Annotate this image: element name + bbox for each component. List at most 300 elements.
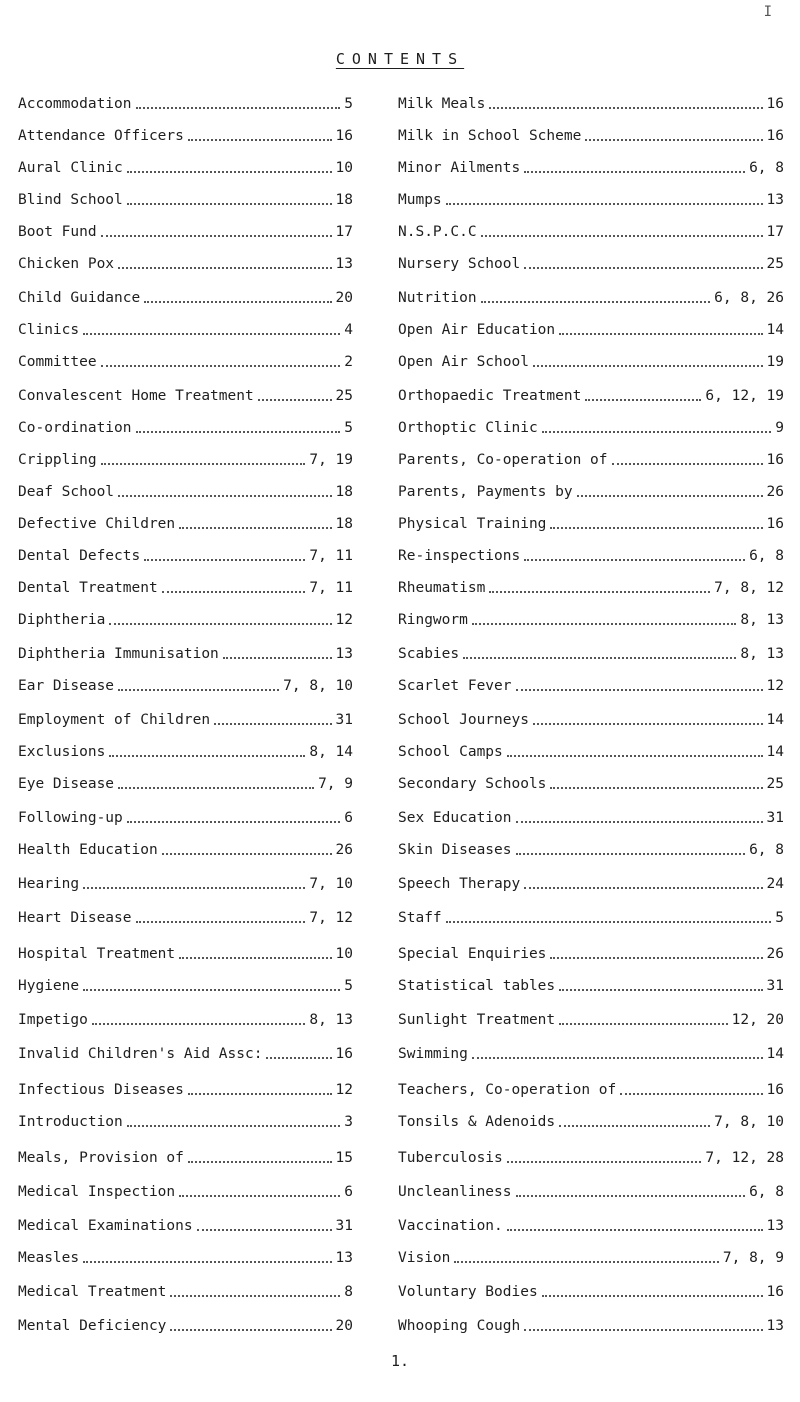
- entry-pages: 14: [766, 744, 784, 760]
- entry-pages: 5: [775, 910, 784, 926]
- entry-pages: 17: [335, 224, 353, 240]
- dot-leader: [454, 1260, 719, 1263]
- index-entry: [398, 250, 784, 274]
- index-entry: [398, 1178, 784, 1202]
- entry-term: Uncleanliness: [398, 1184, 512, 1200]
- dot-leader: [585, 398, 701, 401]
- entry-term: Deaf School: [18, 484, 115, 500]
- index-entry: [398, 218, 784, 242]
- entry-term: Child Guidance: [18, 290, 141, 306]
- entry-pages: 19: [766, 354, 784, 370]
- index-entry: [18, 1076, 353, 1100]
- dot-leader: [481, 234, 763, 237]
- dot-leader: [533, 722, 763, 725]
- index-entry: [398, 672, 784, 696]
- index-entry: [18, 284, 353, 308]
- dot-leader: [516, 688, 763, 691]
- dot-leader: [446, 202, 763, 205]
- entry-pages: 18: [335, 484, 353, 500]
- dot-leader: [489, 106, 762, 109]
- entry-term: Dental Defects: [18, 548, 141, 564]
- page-number: 1.: [390, 1352, 410, 1370]
- entry-pages: 14: [766, 1046, 784, 1062]
- dot-leader: [559, 1124, 710, 1127]
- entry-pages: 16: [335, 128, 353, 144]
- index-entry: [18, 1006, 353, 1030]
- entry-term: Hospital Treatment: [18, 946, 176, 962]
- dot-leader: [258, 398, 332, 401]
- dot-leader: [620, 1092, 762, 1095]
- entry-pages: 7, 11: [309, 580, 353, 596]
- entry-pages: 7, 19: [309, 452, 353, 468]
- entry-pages: 8, 13: [740, 646, 784, 662]
- index-entry: [398, 510, 784, 534]
- entry-pages: 25: [766, 776, 784, 792]
- entry-term: Sunlight Treatment: [398, 1012, 556, 1028]
- entry-pages: 26: [766, 946, 784, 962]
- index-entry: [18, 316, 353, 340]
- index-entry: [398, 1212, 784, 1236]
- index-entry: [398, 1312, 784, 1336]
- index-entry: [18, 382, 353, 406]
- index-entry: [398, 836, 784, 860]
- index-entry: [398, 186, 784, 210]
- entry-pages: 16: [766, 1284, 784, 1300]
- dot-leader: [170, 1294, 340, 1297]
- dot-leader: [585, 138, 762, 141]
- index-entry: [18, 870, 353, 894]
- entry-term: Medical Treatment: [18, 1284, 167, 1300]
- dot-leader: [463, 656, 736, 659]
- dot-leader: [612, 462, 763, 465]
- dot-leader: [472, 622, 737, 625]
- entry-pages: 14: [766, 712, 784, 728]
- entry-pages: 18: [335, 516, 353, 532]
- entry-pages: 16: [766, 1082, 784, 1098]
- entry-pages: 24: [766, 876, 784, 892]
- index-entry: [398, 348, 784, 372]
- entry-pages: 6: [344, 1184, 353, 1200]
- page-title: CONTENTS: [335, 50, 465, 68]
- entry-term: Dental Treatment: [18, 580, 158, 596]
- index-entry: [18, 90, 353, 114]
- entry-term: Orthoptic Clinic: [398, 420, 538, 436]
- entry-pages: 7, 11: [309, 548, 353, 564]
- entry-pages: 8, 13: [740, 612, 784, 628]
- dot-leader: [516, 1194, 746, 1197]
- entry-term: Swimming: [398, 1046, 468, 1062]
- entry-term: Committee: [18, 354, 97, 370]
- entry-term: Speech Therapy: [398, 876, 521, 892]
- dot-leader: [559, 332, 762, 335]
- entry-pages: 12: [335, 1082, 353, 1098]
- entry-term: Milk Meals: [398, 96, 486, 112]
- index-entry: [18, 1178, 353, 1202]
- dot-leader: [144, 300, 331, 303]
- dot-leader: [188, 1160, 332, 1163]
- index-entry: [398, 606, 784, 630]
- index-entry: [398, 804, 784, 828]
- entry-pages: 16: [766, 128, 784, 144]
- entry-pages: 16: [335, 1046, 353, 1062]
- entry-pages: 10: [335, 160, 353, 176]
- dot-leader: [101, 364, 341, 367]
- dot-leader: [542, 1294, 763, 1297]
- entry-term: School Journeys: [398, 712, 529, 728]
- entry-pages: 6, 8: [749, 548, 784, 564]
- dot-leader: [481, 300, 711, 303]
- dot-leader: [559, 988, 762, 991]
- entry-pages: 7, 9: [318, 776, 353, 792]
- entry-term: Mental Deficiency: [18, 1318, 167, 1334]
- entry-pages: 26: [335, 842, 353, 858]
- entry-pages: 31: [766, 978, 784, 994]
- entry-pages: 7, 8, 9: [722, 1250, 784, 1266]
- entry-term: Special Enquiries: [398, 946, 547, 962]
- entry-pages: 6, 8: [749, 160, 784, 176]
- entry-pages: 12: [766, 678, 784, 694]
- entry-term: Open Air Education: [398, 322, 556, 338]
- entry-pages: 6, 12, 19: [705, 388, 784, 404]
- entry-term: Hearing: [18, 876, 80, 892]
- entry-pages: 16: [766, 452, 784, 468]
- entry-term: Tuberculosis: [398, 1150, 503, 1166]
- index-entry: [18, 1144, 353, 1168]
- index-entry: [398, 640, 784, 664]
- index-entry: [18, 1278, 353, 1302]
- dot-leader: [179, 956, 331, 959]
- entry-term: Heart Disease: [18, 910, 132, 926]
- entry-term: Health Education: [18, 842, 158, 858]
- entry-term: Nutrition: [398, 290, 477, 306]
- entry-pages: 6, 8: [749, 842, 784, 858]
- entry-term: Voluntary Bodies: [398, 1284, 538, 1300]
- index-entry: [398, 904, 784, 928]
- entry-pages: 6, 8, 26: [714, 290, 784, 306]
- entry-pages: 14: [766, 322, 784, 338]
- entry-term: Skin Diseases: [398, 842, 512, 858]
- entry-pages: 18: [335, 192, 353, 208]
- index-entry: [398, 870, 784, 894]
- index-entry: [18, 478, 353, 502]
- dot-leader: [516, 820, 763, 823]
- entry-term: Invalid Children's Aid Assc:: [18, 1046, 263, 1062]
- entry-term: Ringworm: [398, 612, 468, 628]
- entry-pages: 16: [766, 516, 784, 532]
- entry-pages: 2: [344, 354, 353, 370]
- index-entry: [398, 122, 784, 146]
- index-entry: [18, 348, 353, 372]
- dot-leader: [197, 1228, 332, 1231]
- entry-term: Defective Children: [18, 516, 176, 532]
- entry-term: N.S.P.C.C: [398, 224, 477, 240]
- entry-term: Blind School: [18, 192, 123, 208]
- dot-leader: [179, 1194, 340, 1197]
- index-entry: [398, 382, 784, 406]
- entry-term: Accommodation: [18, 96, 132, 112]
- entry-pages: 8, 13: [309, 1012, 353, 1028]
- entry-term: Medical Examinations: [18, 1218, 193, 1234]
- entry-term: Re-inspections: [398, 548, 521, 564]
- entry-term: Introduction: [18, 1114, 123, 1130]
- entry-term: Boot Fund: [18, 224, 97, 240]
- entry-term: Chicken Pox: [18, 256, 115, 272]
- entry-term: Impetigo: [18, 1012, 88, 1028]
- dot-leader: [577, 494, 763, 497]
- dot-leader: [92, 1022, 306, 1025]
- entry-term: Physical Training: [398, 516, 547, 532]
- index-entry: [18, 250, 353, 274]
- entry-term: Employment of Children: [18, 712, 211, 728]
- index-entry: [18, 1108, 353, 1132]
- dot-leader: [524, 266, 762, 269]
- entry-pages: 5: [344, 978, 353, 994]
- dot-leader: [127, 202, 332, 205]
- index-entry: [18, 154, 353, 178]
- entry-term: Aural Clinic: [18, 160, 123, 176]
- index-entry: [18, 904, 353, 928]
- index-entry: [18, 1312, 353, 1336]
- dot-leader: [266, 1056, 331, 1059]
- dot-leader: [83, 1260, 331, 1263]
- dot-leader: [214, 722, 331, 725]
- dot-leader: [101, 462, 306, 465]
- index-entry: [18, 1212, 353, 1236]
- dot-leader: [109, 754, 305, 757]
- entry-pages: 8: [344, 1284, 353, 1300]
- dot-leader: [170, 1328, 331, 1331]
- entry-pages: 7, 8, 12: [714, 580, 784, 596]
- dot-leader: [101, 234, 332, 237]
- index-entry: [18, 122, 353, 146]
- index-entry: [18, 414, 353, 438]
- index-entry: [398, 1006, 784, 1030]
- entry-term: Ear Disease: [18, 678, 115, 694]
- entry-term: Hygiene: [18, 978, 80, 994]
- index-entry: [18, 186, 353, 210]
- index-entry: [18, 804, 353, 828]
- entry-term: Attendance Officers: [18, 128, 184, 144]
- index-entry: [398, 284, 784, 308]
- dot-leader: [524, 170, 745, 173]
- entry-pages: 9: [775, 420, 784, 436]
- index-entry: [18, 606, 353, 630]
- dot-leader: [550, 786, 762, 789]
- dot-leader: [507, 754, 763, 757]
- dot-leader: [533, 364, 763, 367]
- entry-pages: 7, 8, 10: [283, 678, 353, 694]
- entry-pages: 6, 8: [749, 1184, 784, 1200]
- index-entry: [398, 1040, 784, 1064]
- dot-leader: [127, 820, 341, 823]
- entry-term: Orthopaedic Treatment: [398, 388, 582, 404]
- entry-term: Teachers, Co-operation of: [398, 1082, 617, 1098]
- entry-pages: 16: [766, 96, 784, 112]
- index-entry: [18, 1244, 353, 1268]
- dot-leader: [136, 430, 341, 433]
- entry-term: Diphtheria Immunisation: [18, 646, 219, 662]
- dot-leader: [118, 494, 332, 497]
- index-entry: [18, 706, 353, 730]
- dot-leader: [118, 786, 314, 789]
- index-entry: [398, 574, 784, 598]
- entry-pages: 7, 12: [309, 910, 353, 926]
- index-entry: [18, 836, 353, 860]
- entry-term: Staff: [398, 910, 442, 926]
- dot-leader: [83, 988, 340, 991]
- entry-term: Parents, Co-operation of: [398, 452, 608, 468]
- index-entry: [18, 574, 353, 598]
- entry-pages: 7, 8, 10: [714, 1114, 784, 1130]
- index-entry: [398, 414, 784, 438]
- dot-leader: [524, 886, 762, 889]
- dot-leader: [83, 886, 305, 889]
- index-entry: [398, 706, 784, 730]
- dot-leader: [118, 688, 279, 691]
- dot-leader: [559, 1022, 727, 1025]
- dot-leader: [118, 266, 332, 269]
- index-entry: [18, 940, 353, 964]
- entry-pages: 5: [344, 420, 353, 436]
- dot-leader: [83, 332, 340, 335]
- entry-term: Crippling: [18, 452, 97, 468]
- entry-term: Secondary Schools: [398, 776, 547, 792]
- dot-leader: [507, 1160, 702, 1163]
- dot-leader: [516, 852, 746, 855]
- index-entry: [18, 542, 353, 566]
- entry-term: Scarlet Fever: [398, 678, 512, 694]
- entry-pages: 31: [335, 712, 353, 728]
- entry-term: Co-ordination: [18, 420, 132, 436]
- entry-pages: 12: [335, 612, 353, 628]
- entry-term: Medical Inspection: [18, 1184, 176, 1200]
- dot-leader: [223, 656, 332, 659]
- index-entry: [398, 738, 784, 762]
- entry-pages: 12, 20: [731, 1012, 784, 1028]
- entry-term: Open Air School: [398, 354, 529, 370]
- index-entry: [398, 1244, 784, 1268]
- entry-term: Infectious Diseases: [18, 1082, 184, 1098]
- entry-pages: 25: [335, 388, 353, 404]
- entry-pages: 6: [344, 810, 353, 826]
- index-entry: [18, 510, 353, 534]
- index-entry: [398, 316, 784, 340]
- index-entry: [18, 972, 353, 996]
- entry-term: Measles: [18, 1250, 80, 1266]
- entry-term: Milk in School Scheme: [398, 128, 582, 144]
- entry-pages: 5: [344, 96, 353, 112]
- entry-pages: 13: [766, 1218, 784, 1234]
- dot-leader: [144, 558, 305, 561]
- index-entry: [18, 770, 353, 794]
- entry-pages: 4: [344, 322, 353, 338]
- entry-pages: 13: [335, 646, 353, 662]
- index-entry: [18, 218, 353, 242]
- entry-pages: 3: [344, 1114, 353, 1130]
- entry-pages: 13: [335, 256, 353, 272]
- dot-leader: [179, 526, 331, 529]
- entry-pages: 25: [766, 256, 784, 272]
- entry-pages: 31: [335, 1218, 353, 1234]
- dot-leader: [109, 622, 331, 625]
- index-entry: [398, 154, 784, 178]
- entry-term: Minor Ailments: [398, 160, 521, 176]
- entry-pages: 13: [335, 1250, 353, 1266]
- entry-term: Clinics: [18, 322, 80, 338]
- entry-pages: 20: [335, 1318, 353, 1334]
- dot-leader: [550, 526, 762, 529]
- entry-term: Following-up: [18, 810, 123, 826]
- index-entry: [398, 446, 784, 470]
- dot-leader: [542, 430, 772, 433]
- entry-term: Meals, Provision of: [18, 1150, 184, 1166]
- entry-pages: 8, 14: [309, 744, 353, 760]
- dot-leader: [507, 1228, 763, 1231]
- entry-pages: 17: [766, 224, 784, 240]
- dot-leader: [162, 852, 332, 855]
- entry-term: Parents, Payments by: [398, 484, 573, 500]
- dot-leader: [188, 138, 332, 141]
- dot-leader: [524, 1328, 762, 1331]
- index-entry: [398, 1144, 784, 1168]
- index-entry: [398, 90, 784, 114]
- entry-term: Exclusions: [18, 744, 106, 760]
- entry-pages: 7, 12, 28: [705, 1150, 784, 1166]
- index-entry: [18, 1040, 353, 1064]
- entry-term: School Camps: [398, 744, 503, 760]
- entry-term: Vision: [398, 1250, 451, 1266]
- entry-pages: 31: [766, 810, 784, 826]
- index-entry: [18, 446, 353, 470]
- dot-leader: [136, 920, 306, 923]
- entry-term: Convalescent Home Treatment: [18, 388, 254, 404]
- index-entry: [398, 1076, 784, 1100]
- entry-term: Mumps: [398, 192, 442, 208]
- corner-page-mark: I: [763, 4, 772, 20]
- dot-leader: [188, 1092, 332, 1095]
- entry-term: Rheumatism: [398, 580, 486, 596]
- entry-pages: 20: [335, 290, 353, 306]
- index-entry: [398, 542, 784, 566]
- index-entry: [398, 770, 784, 794]
- entry-term: Sex Education: [398, 810, 512, 826]
- index-entry: [18, 640, 353, 664]
- dot-leader: [489, 590, 710, 593]
- dot-leader: [524, 558, 745, 561]
- entry-term: Statistical tables: [398, 978, 556, 994]
- entry-pages: 15: [335, 1150, 353, 1166]
- dot-leader: [446, 920, 772, 923]
- entry-term: Eye Disease: [18, 776, 115, 792]
- dot-leader: [127, 170, 332, 173]
- index-entry: [18, 672, 353, 696]
- index-entry: [398, 940, 784, 964]
- entry-term: Nursery School: [398, 256, 521, 272]
- index-entry: [398, 972, 784, 996]
- entry-pages: 26: [766, 484, 784, 500]
- entry-pages: 10: [335, 946, 353, 962]
- dot-leader: [162, 590, 306, 593]
- entry-term: Vaccination.: [398, 1218, 503, 1234]
- entry-pages: 13: [766, 1318, 784, 1334]
- index-entry: [398, 478, 784, 502]
- dot-leader: [127, 1124, 341, 1127]
- entry-pages: 13: [766, 192, 784, 208]
- entry-term: Diphtheria: [18, 612, 106, 628]
- entry-term: Tonsils & Adenoids: [398, 1114, 556, 1130]
- entry-pages: 7, 10: [309, 876, 353, 892]
- dot-leader: [136, 106, 341, 109]
